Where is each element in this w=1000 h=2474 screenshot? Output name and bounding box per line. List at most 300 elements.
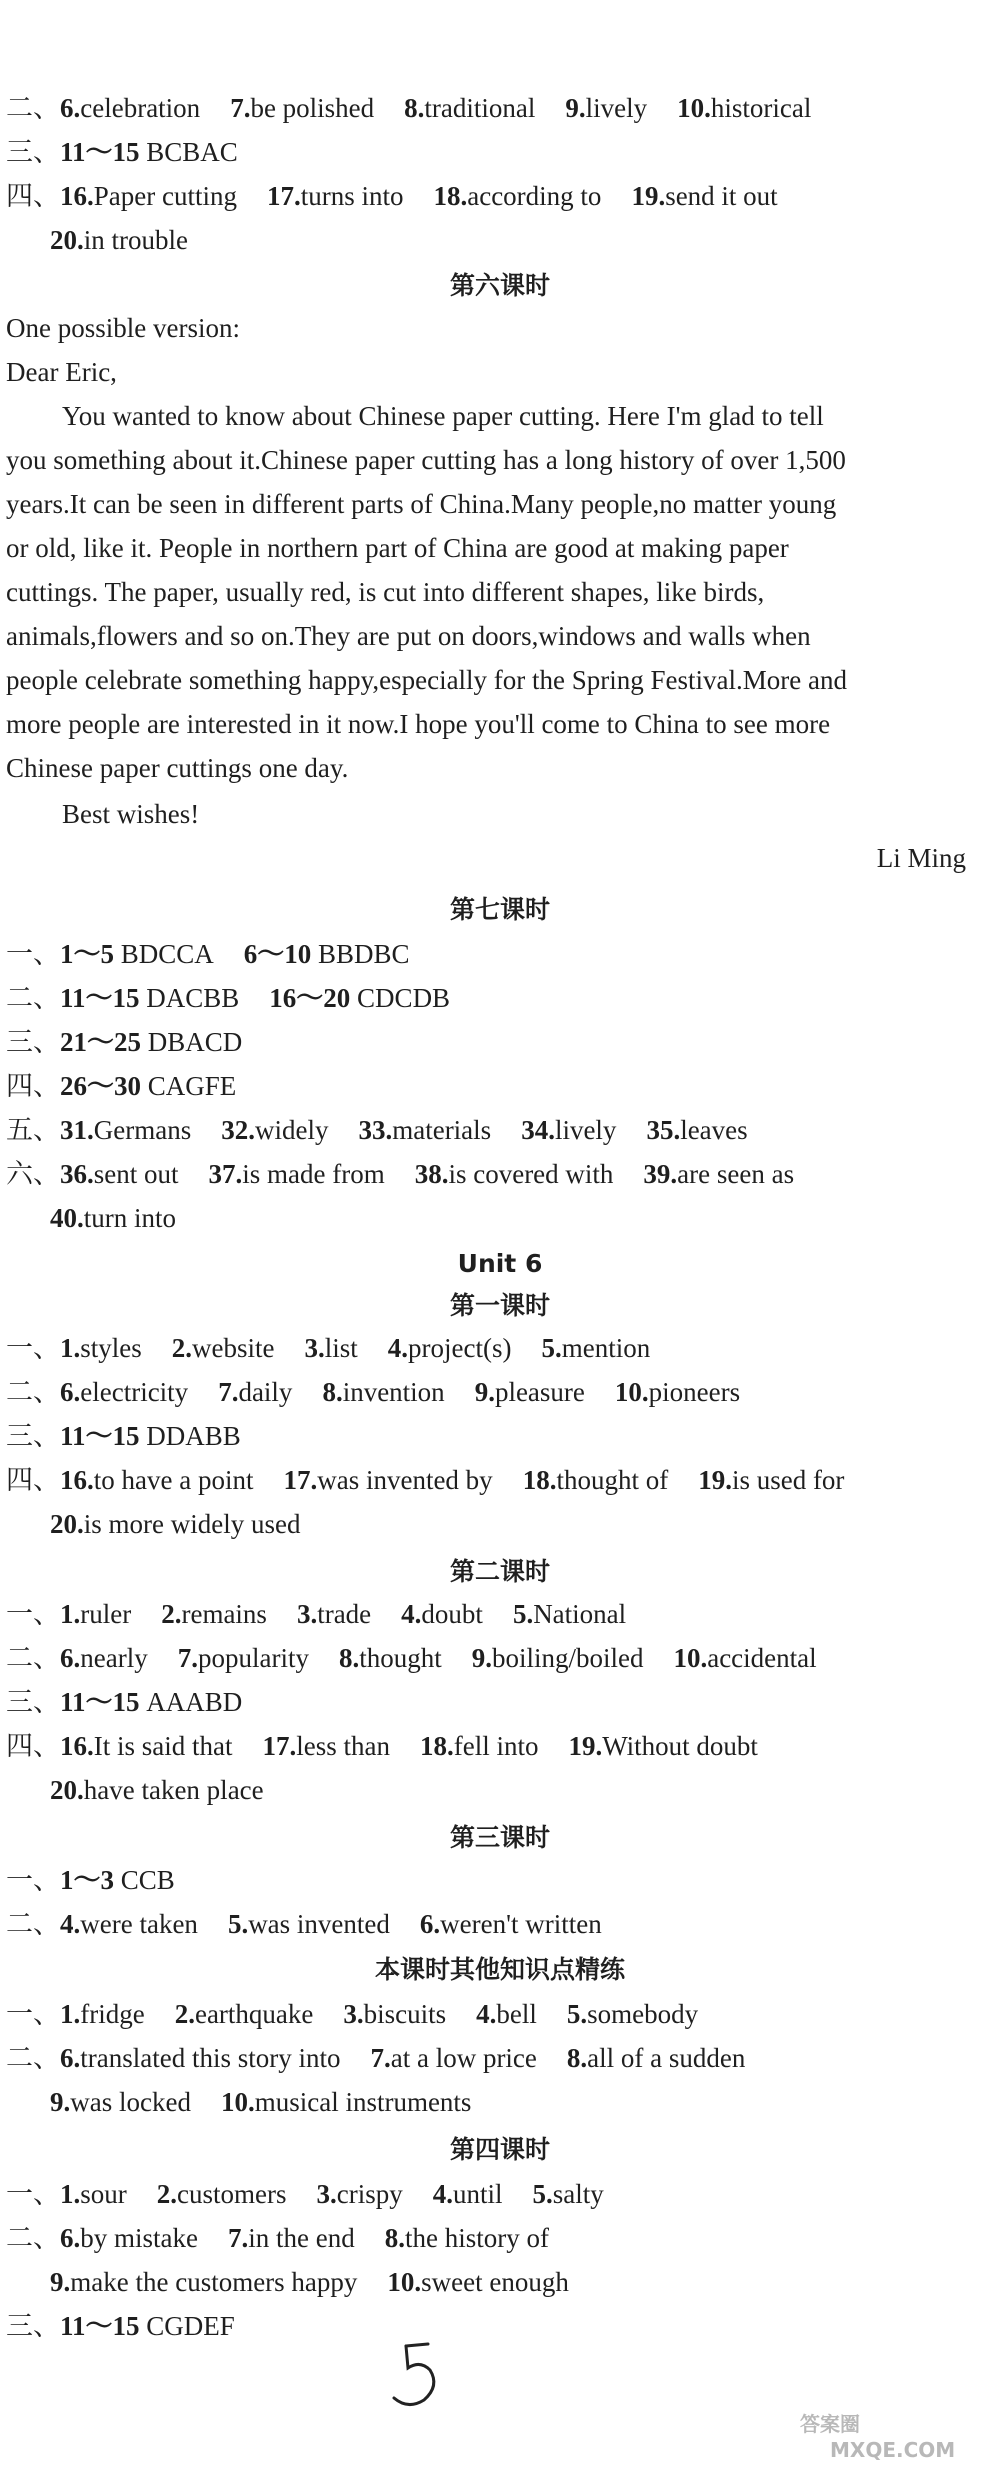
section-marker: 四、 bbox=[6, 1465, 60, 1495]
answer-text: was invented by bbox=[317, 1465, 493, 1495]
answer-item bbox=[643, 1154, 794, 1194]
answer-text: crispy bbox=[336, 2179, 403, 2209]
answer-text: DACBB bbox=[139, 983, 240, 1013]
question-number: 2. bbox=[161, 1599, 182, 1629]
answer-text: CCB bbox=[114, 1865, 175, 1895]
answer-item bbox=[6, 1594, 131, 1634]
letter-greeting: Dear Eric, bbox=[6, 357, 117, 387]
section-heading: 第四课时 bbox=[449, 2135, 550, 2164]
answer-line bbox=[50, 1198, 206, 1238]
answer-text: styles bbox=[80, 1333, 142, 1363]
answer-text: earthquake bbox=[194, 1999, 314, 2029]
answer-line bbox=[50, 2262, 599, 2302]
section-heading: 第七课时 bbox=[449, 895, 550, 924]
question-number: 19. bbox=[568, 1731, 603, 1761]
question-number: 9. bbox=[474, 1377, 495, 1407]
section-heading: 第三课时 bbox=[449, 1823, 550, 1852]
answer-text: mention bbox=[561, 1333, 651, 1363]
section-marker: 一、 bbox=[6, 1599, 60, 1629]
answer-text: was invented bbox=[248, 1909, 390, 1939]
answer-text: until bbox=[452, 2179, 503, 2209]
answer-text: at a low price bbox=[390, 2043, 537, 2073]
answer-text: is more widely used bbox=[83, 1509, 301, 1539]
question-number: 17. bbox=[283, 1465, 318, 1495]
question-number: 2. bbox=[156, 2179, 177, 2209]
question-number: 20. bbox=[50, 1509, 84, 1539]
answer-item bbox=[283, 1460, 492, 1500]
answer-line bbox=[50, 1770, 294, 1810]
question-number: 20. bbox=[50, 225, 84, 255]
answer-text: customers bbox=[177, 2179, 287, 2209]
answer-item bbox=[175, 1994, 314, 2034]
answer-text: website bbox=[192, 1333, 275, 1363]
question-number: 40. bbox=[50, 1203, 84, 1233]
answer-item bbox=[230, 88, 374, 128]
question-number: 33. bbox=[358, 1115, 393, 1145]
question-number: 16. bbox=[60, 1465, 94, 1495]
answer-text: to have a point bbox=[93, 1465, 254, 1495]
answer-text: It is said that bbox=[93, 1731, 233, 1761]
section-marker: 一、 bbox=[6, 1333, 60, 1363]
answer-text: list bbox=[324, 1333, 358, 1363]
question-number: 10. bbox=[220, 2087, 255, 2117]
question-number: 19. bbox=[698, 1465, 732, 1495]
answer-text: doubt bbox=[421, 1599, 483, 1629]
answer-line bbox=[6, 934, 440, 974]
section-marker: 三、 bbox=[6, 1027, 60, 1057]
section-marker: 四、 bbox=[6, 1731, 60, 1761]
answer-item bbox=[6, 2174, 127, 2214]
question-number: 5. bbox=[566, 1999, 588, 2029]
question-number: 7. bbox=[218, 1377, 239, 1407]
question-number: 6～10 bbox=[243, 939, 312, 969]
letter-body-line: You wanted to know about Chinese paper cutting. Here I'm glad to tell bbox=[62, 401, 824, 431]
answer-text: make the customers happy bbox=[70, 2267, 358, 2297]
answer-item bbox=[6, 1110, 191, 1150]
answer-text: BCBAC bbox=[139, 137, 238, 167]
answer-item bbox=[646, 1110, 747, 1150]
answer-item bbox=[50, 2262, 357, 2302]
question-number: 5. bbox=[512, 1599, 534, 1629]
answer-item bbox=[385, 2218, 549, 2258]
question-number: 7. bbox=[227, 2223, 249, 2253]
letter-closing: Best wishes! bbox=[62, 799, 200, 829]
answer-text: trade bbox=[317, 1599, 372, 1629]
answer-text: was locked bbox=[70, 2087, 191, 2117]
answer-text: musical instruments bbox=[254, 2087, 472, 2117]
section-marker: 三、 bbox=[6, 137, 60, 167]
answer-text: celebration bbox=[80, 93, 201, 123]
answer-item bbox=[513, 1594, 626, 1634]
question-number: 5. bbox=[532, 2179, 553, 2209]
question-number: 38. bbox=[414, 1159, 449, 1189]
question-number: 34. bbox=[521, 1115, 555, 1145]
letter-body-line: Chinese paper cuttings one day. bbox=[6, 753, 349, 783]
question-number: 16. bbox=[60, 1731, 94, 1761]
question-number: 11～15 bbox=[60, 1421, 140, 1451]
question-number: 17. bbox=[266, 181, 301, 211]
answer-text: in trouble bbox=[83, 225, 188, 255]
question-number: 9. bbox=[565, 93, 586, 123]
answer-item bbox=[387, 2262, 568, 2302]
answer-item bbox=[50, 2082, 191, 2122]
section-marker: 一、 bbox=[6, 1865, 60, 1895]
answer-item bbox=[6, 934, 214, 974]
question-number: 3. bbox=[304, 1333, 325, 1363]
answer-text: sweet enough bbox=[421, 2267, 569, 2297]
answer-item bbox=[6, 978, 239, 1018]
answer-text: electricity bbox=[80, 1377, 189, 1407]
answer-item bbox=[178, 1638, 309, 1678]
letter-body-line: or old, like it. People in northern part of China are good at making paper bbox=[6, 533, 789, 563]
answer-line bbox=[50, 2082, 501, 2122]
answer-item bbox=[228, 1904, 390, 1944]
page-number-handwritten bbox=[378, 2338, 458, 2418]
answer-line bbox=[6, 1460, 874, 1500]
answer-item bbox=[6, 1638, 148, 1678]
question-number: 31. bbox=[60, 1115, 94, 1145]
answer-text: boiling/boiled bbox=[491, 1643, 644, 1673]
answer-item bbox=[541, 1328, 650, 1368]
answer-text: BDCCA bbox=[114, 939, 214, 969]
letter-body-line: more people are interested in it now.I hope you'll come to China to see more bbox=[6, 709, 831, 739]
section-heading: 第二课时 bbox=[449, 1557, 550, 1586]
section-marker: 四、 bbox=[6, 181, 60, 211]
answer-text: CDCDB bbox=[350, 983, 451, 1013]
answer-text: nearly bbox=[80, 1643, 148, 1673]
answer-item bbox=[532, 2174, 603, 2214]
answer-line bbox=[6, 1154, 824, 1194]
answer-text: by mistake bbox=[80, 2223, 198, 2253]
answer-item bbox=[172, 1328, 275, 1368]
answer-item bbox=[6, 1022, 242, 1062]
question-number: 7. bbox=[177, 1643, 198, 1673]
answer-item bbox=[568, 1726, 757, 1766]
answer-line bbox=[6, 1066, 266, 1106]
question-number: 19. bbox=[631, 181, 666, 211]
answer-item bbox=[475, 1372, 585, 1412]
answer-item bbox=[269, 978, 450, 1018]
answer-item bbox=[6, 2218, 198, 2258]
question-number: 8. bbox=[566, 2043, 588, 2073]
question-number: 9. bbox=[50, 2267, 71, 2297]
answer-item bbox=[6, 1328, 142, 1368]
question-number: 18. bbox=[522, 1465, 557, 1495]
answer-item bbox=[6, 1682, 242, 1722]
answer-text: be polished bbox=[250, 93, 375, 123]
question-number: 4. bbox=[476, 1999, 497, 2029]
answer-text: thought of bbox=[556, 1465, 669, 1495]
answer-item bbox=[631, 176, 777, 216]
question-number: 32. bbox=[221, 1115, 255, 1145]
answer-item bbox=[244, 934, 410, 974]
section-marker: 二、 bbox=[6, 1377, 60, 1407]
answer-item bbox=[50, 1770, 264, 1810]
answer-text: send it out bbox=[665, 181, 778, 211]
answer-line bbox=[6, 2038, 775, 2078]
answer-item bbox=[209, 1154, 385, 1194]
answer-text: pioneers bbox=[648, 1377, 741, 1407]
question-number: 1. bbox=[60, 2179, 81, 2209]
answer-item bbox=[567, 2038, 745, 2078]
answer-line bbox=[6, 1682, 272, 1722]
watermark-site: MXQE.COM bbox=[830, 2438, 956, 2462]
answer-line bbox=[6, 1904, 632, 1944]
answer-item bbox=[404, 88, 535, 128]
answer-item bbox=[523, 1460, 669, 1500]
answer-text: invention bbox=[342, 1377, 445, 1407]
question-number: 3. bbox=[296, 1599, 318, 1629]
question-number: 6. bbox=[419, 1909, 441, 1939]
answer-line bbox=[6, 88, 841, 128]
section-marker: 二、 bbox=[6, 93, 60, 123]
answer-line bbox=[6, 1372, 770, 1412]
question-number: 10. bbox=[614, 1377, 649, 1407]
section-marker: 二、 bbox=[6, 1643, 60, 1673]
answer-text: according to bbox=[467, 181, 602, 211]
answer-item bbox=[6, 1860, 175, 1900]
question-number: 6. bbox=[60, 2043, 81, 2073]
letter-intro: One possible version: bbox=[6, 313, 240, 343]
letter-signature: Li Ming bbox=[876, 843, 966, 873]
question-number: 8. bbox=[338, 1643, 360, 1673]
section-marker: 六、 bbox=[6, 1159, 60, 1189]
question-number: 10. bbox=[387, 2267, 422, 2297]
question-number: 37. bbox=[208, 1159, 243, 1189]
question-number: 18. bbox=[419, 1731, 454, 1761]
answer-text: lively bbox=[554, 1115, 617, 1145]
answer-text: were taken bbox=[80, 1909, 198, 1939]
section-marker: 三、 bbox=[6, 1421, 60, 1451]
answer-line bbox=[6, 1328, 680, 1368]
section-marker: 五、 bbox=[6, 1115, 60, 1145]
question-number: 5. bbox=[227, 1909, 249, 1939]
answer-line bbox=[6, 1860, 205, 1900]
watermark-logo bbox=[760, 2405, 980, 2465]
letter-body-line: cuttings. The paper, usually red, is cut into different shapes, like birds, bbox=[6, 577, 765, 607]
question-number: 6. bbox=[60, 1377, 81, 1407]
answer-text: historical bbox=[710, 93, 812, 123]
answer-item bbox=[50, 1504, 300, 1544]
answer-item bbox=[6, 1994, 145, 2034]
answer-text: turns into bbox=[300, 181, 404, 211]
answer-item bbox=[316, 2174, 402, 2214]
question-number: 1. bbox=[60, 1599, 81, 1629]
question-number: 26～30 bbox=[60, 1071, 141, 1101]
question-number: 20. bbox=[50, 1775, 84, 1805]
answer-text: thought bbox=[359, 1643, 442, 1673]
question-number: 8. bbox=[322, 1377, 343, 1407]
question-number: 3. bbox=[316, 2179, 337, 2209]
answer-item bbox=[433, 2174, 503, 2214]
answer-line bbox=[6, 1110, 778, 1150]
question-number: 21～25 bbox=[60, 1027, 141, 1057]
question-number: 35. bbox=[646, 1115, 681, 1145]
question-number: 6. bbox=[60, 1643, 81, 1673]
question-number: 17. bbox=[262, 1731, 297, 1761]
answer-text: Germans bbox=[93, 1115, 192, 1145]
answer-item bbox=[565, 88, 647, 128]
question-number: 11～15 bbox=[60, 2311, 140, 2341]
answer-item bbox=[521, 1110, 616, 1150]
answer-text: Without doubt bbox=[602, 1731, 758, 1761]
answer-item bbox=[677, 88, 811, 128]
answer-item bbox=[6, 1372, 188, 1412]
answer-text: is covered with bbox=[448, 1159, 614, 1189]
section-marker: 二、 bbox=[6, 1909, 60, 1939]
answer-text: traditional bbox=[424, 93, 536, 123]
answer-line bbox=[6, 978, 480, 1018]
question-number: 2. bbox=[171, 1333, 193, 1363]
answer-item bbox=[388, 1328, 512, 1368]
answer-text: in the end bbox=[248, 2223, 355, 2253]
section-marker: 二、 bbox=[6, 2043, 60, 2073]
answer-text: pleasure bbox=[494, 1377, 585, 1407]
answer-text: BBDBC bbox=[311, 939, 410, 969]
answer-item bbox=[50, 1198, 176, 1238]
answer-text: bell bbox=[496, 1999, 537, 2029]
answer-line bbox=[6, 1594, 656, 1634]
answer-text: project(s) bbox=[408, 1333, 512, 1363]
answer-text: turn into bbox=[83, 1203, 176, 1233]
answer-text: National bbox=[533, 1599, 627, 1629]
answer-text: salty bbox=[552, 2179, 604, 2209]
answer-line bbox=[50, 220, 218, 260]
answer-text: sent out bbox=[93, 1159, 179, 1189]
question-number: 16. bbox=[60, 181, 94, 211]
section-marker: 二、 bbox=[6, 983, 60, 1013]
section-marker: 二、 bbox=[6, 2223, 60, 2253]
answer-text: accidental bbox=[707, 1643, 817, 1673]
answer-text: remains bbox=[181, 1599, 267, 1629]
question-number: 9. bbox=[50, 2087, 71, 2117]
section-heading: 第六课时 bbox=[449, 271, 550, 300]
answer-text: is used for bbox=[731, 1465, 845, 1495]
answer-line bbox=[6, 1416, 271, 1456]
section-heading: 第一课时 bbox=[449, 1291, 550, 1320]
question-number: 4. bbox=[60, 1909, 81, 1939]
section-marker: 三、 bbox=[6, 1687, 60, 1717]
question-number: 39. bbox=[643, 1159, 678, 1189]
question-number: 11～15 bbox=[60, 1687, 140, 1717]
answer-item bbox=[673, 1638, 816, 1678]
answer-text: the history of bbox=[404, 2223, 549, 2253]
answer-item bbox=[472, 1638, 644, 1678]
answer-line bbox=[6, 1726, 788, 1766]
answer-line bbox=[6, 132, 268, 172]
answer-item bbox=[370, 2038, 536, 2078]
answer-item bbox=[698, 1460, 844, 1500]
answer-text: all of a sudden bbox=[587, 2043, 746, 2073]
question-number: 2. bbox=[174, 1999, 195, 2029]
answer-item bbox=[322, 1372, 444, 1412]
question-number: 11～15 bbox=[60, 137, 140, 167]
question-number: 4. bbox=[401, 1599, 422, 1629]
question-number: 7. bbox=[230, 93, 251, 123]
answer-text: biscuits bbox=[363, 1999, 447, 2029]
answer-line bbox=[50, 1504, 330, 1544]
question-number: 10. bbox=[677, 93, 711, 123]
question-number: 6. bbox=[60, 93, 81, 123]
section-marker: 三、 bbox=[6, 2311, 60, 2341]
question-number: 11～15 bbox=[60, 983, 140, 1013]
question-number: 1. bbox=[60, 1333, 81, 1363]
section-heading: 本课时其他知识点精练 bbox=[374, 1955, 625, 1984]
answer-text: DBACD bbox=[141, 1027, 243, 1057]
answer-text: CAGFE bbox=[141, 1071, 237, 1101]
answer-text: CGDEF bbox=[139, 2311, 235, 2341]
question-number: 6. bbox=[60, 2223, 81, 2253]
answer-item bbox=[157, 2174, 287, 2214]
unit-title: Unit 6 bbox=[457, 1249, 543, 1278]
answer-item bbox=[221, 2082, 471, 2122]
answer-text: DDABB bbox=[139, 1421, 241, 1451]
answer-item bbox=[433, 176, 601, 216]
answer-item bbox=[401, 1594, 483, 1634]
answer-item bbox=[6, 1904, 198, 1944]
answer-line bbox=[6, 1638, 847, 1678]
answer-item bbox=[6, 1460, 253, 1500]
answer-item bbox=[343, 1994, 446, 2034]
answer-text: are seen as bbox=[677, 1159, 795, 1189]
question-number: 16～20 bbox=[269, 983, 351, 1013]
question-number: 8. bbox=[384, 2223, 405, 2253]
answer-item bbox=[221, 1110, 328, 1150]
question-number: 4. bbox=[432, 2179, 453, 2209]
question-number: 1～3 bbox=[60, 1865, 114, 1895]
answer-text: daily bbox=[238, 1377, 293, 1407]
answer-line bbox=[6, 176, 808, 216]
answer-item bbox=[6, 1154, 179, 1194]
answer-text: have taken place bbox=[83, 1775, 264, 1805]
question-number: 9. bbox=[471, 1643, 492, 1673]
answer-item bbox=[615, 1372, 740, 1412]
question-number: 5. bbox=[541, 1333, 562, 1363]
letter-body-line: animals,flowers and so on.They are put on doors,windows and walls when bbox=[6, 621, 811, 651]
answer-item bbox=[297, 1594, 371, 1634]
answer-text: leaves bbox=[680, 1115, 748, 1145]
answer-text: Paper cutting bbox=[93, 181, 237, 211]
answer-text: translated this story into bbox=[80, 2043, 341, 2073]
question-number: 18. bbox=[433, 181, 468, 211]
answer-text: popularity bbox=[197, 1643, 309, 1673]
letter-body-line: you something about it.Chinese paper cutting has a long history of over 1,500 bbox=[6, 445, 846, 475]
answer-item bbox=[161, 1594, 267, 1634]
question-number: 4. bbox=[387, 1333, 409, 1363]
section-marker: 一、 bbox=[6, 939, 60, 969]
answer-text: somebody bbox=[587, 1999, 699, 2029]
answer-item bbox=[50, 220, 188, 260]
answer-item bbox=[218, 1372, 292, 1412]
answer-item bbox=[6, 88, 200, 128]
answer-item bbox=[6, 1066, 236, 1106]
answer-text: materials bbox=[392, 1115, 492, 1145]
question-number: 3. bbox=[343, 1999, 364, 2029]
answer-item bbox=[6, 176, 237, 216]
answer-line bbox=[6, 2218, 579, 2258]
answer-text: lively bbox=[585, 93, 648, 123]
answer-item bbox=[358, 1110, 491, 1150]
answer-text: AAABD bbox=[139, 1687, 243, 1717]
answer-item bbox=[6, 2306, 235, 2346]
answer-item bbox=[339, 1638, 442, 1678]
answer-text: fridge bbox=[80, 1999, 145, 2029]
answer-text: widely bbox=[254, 1115, 329, 1145]
answer-text: is made from bbox=[242, 1159, 385, 1189]
answer-item bbox=[6, 132, 238, 172]
answer-item bbox=[6, 2038, 340, 2078]
question-number: 36. bbox=[60, 1159, 94, 1189]
